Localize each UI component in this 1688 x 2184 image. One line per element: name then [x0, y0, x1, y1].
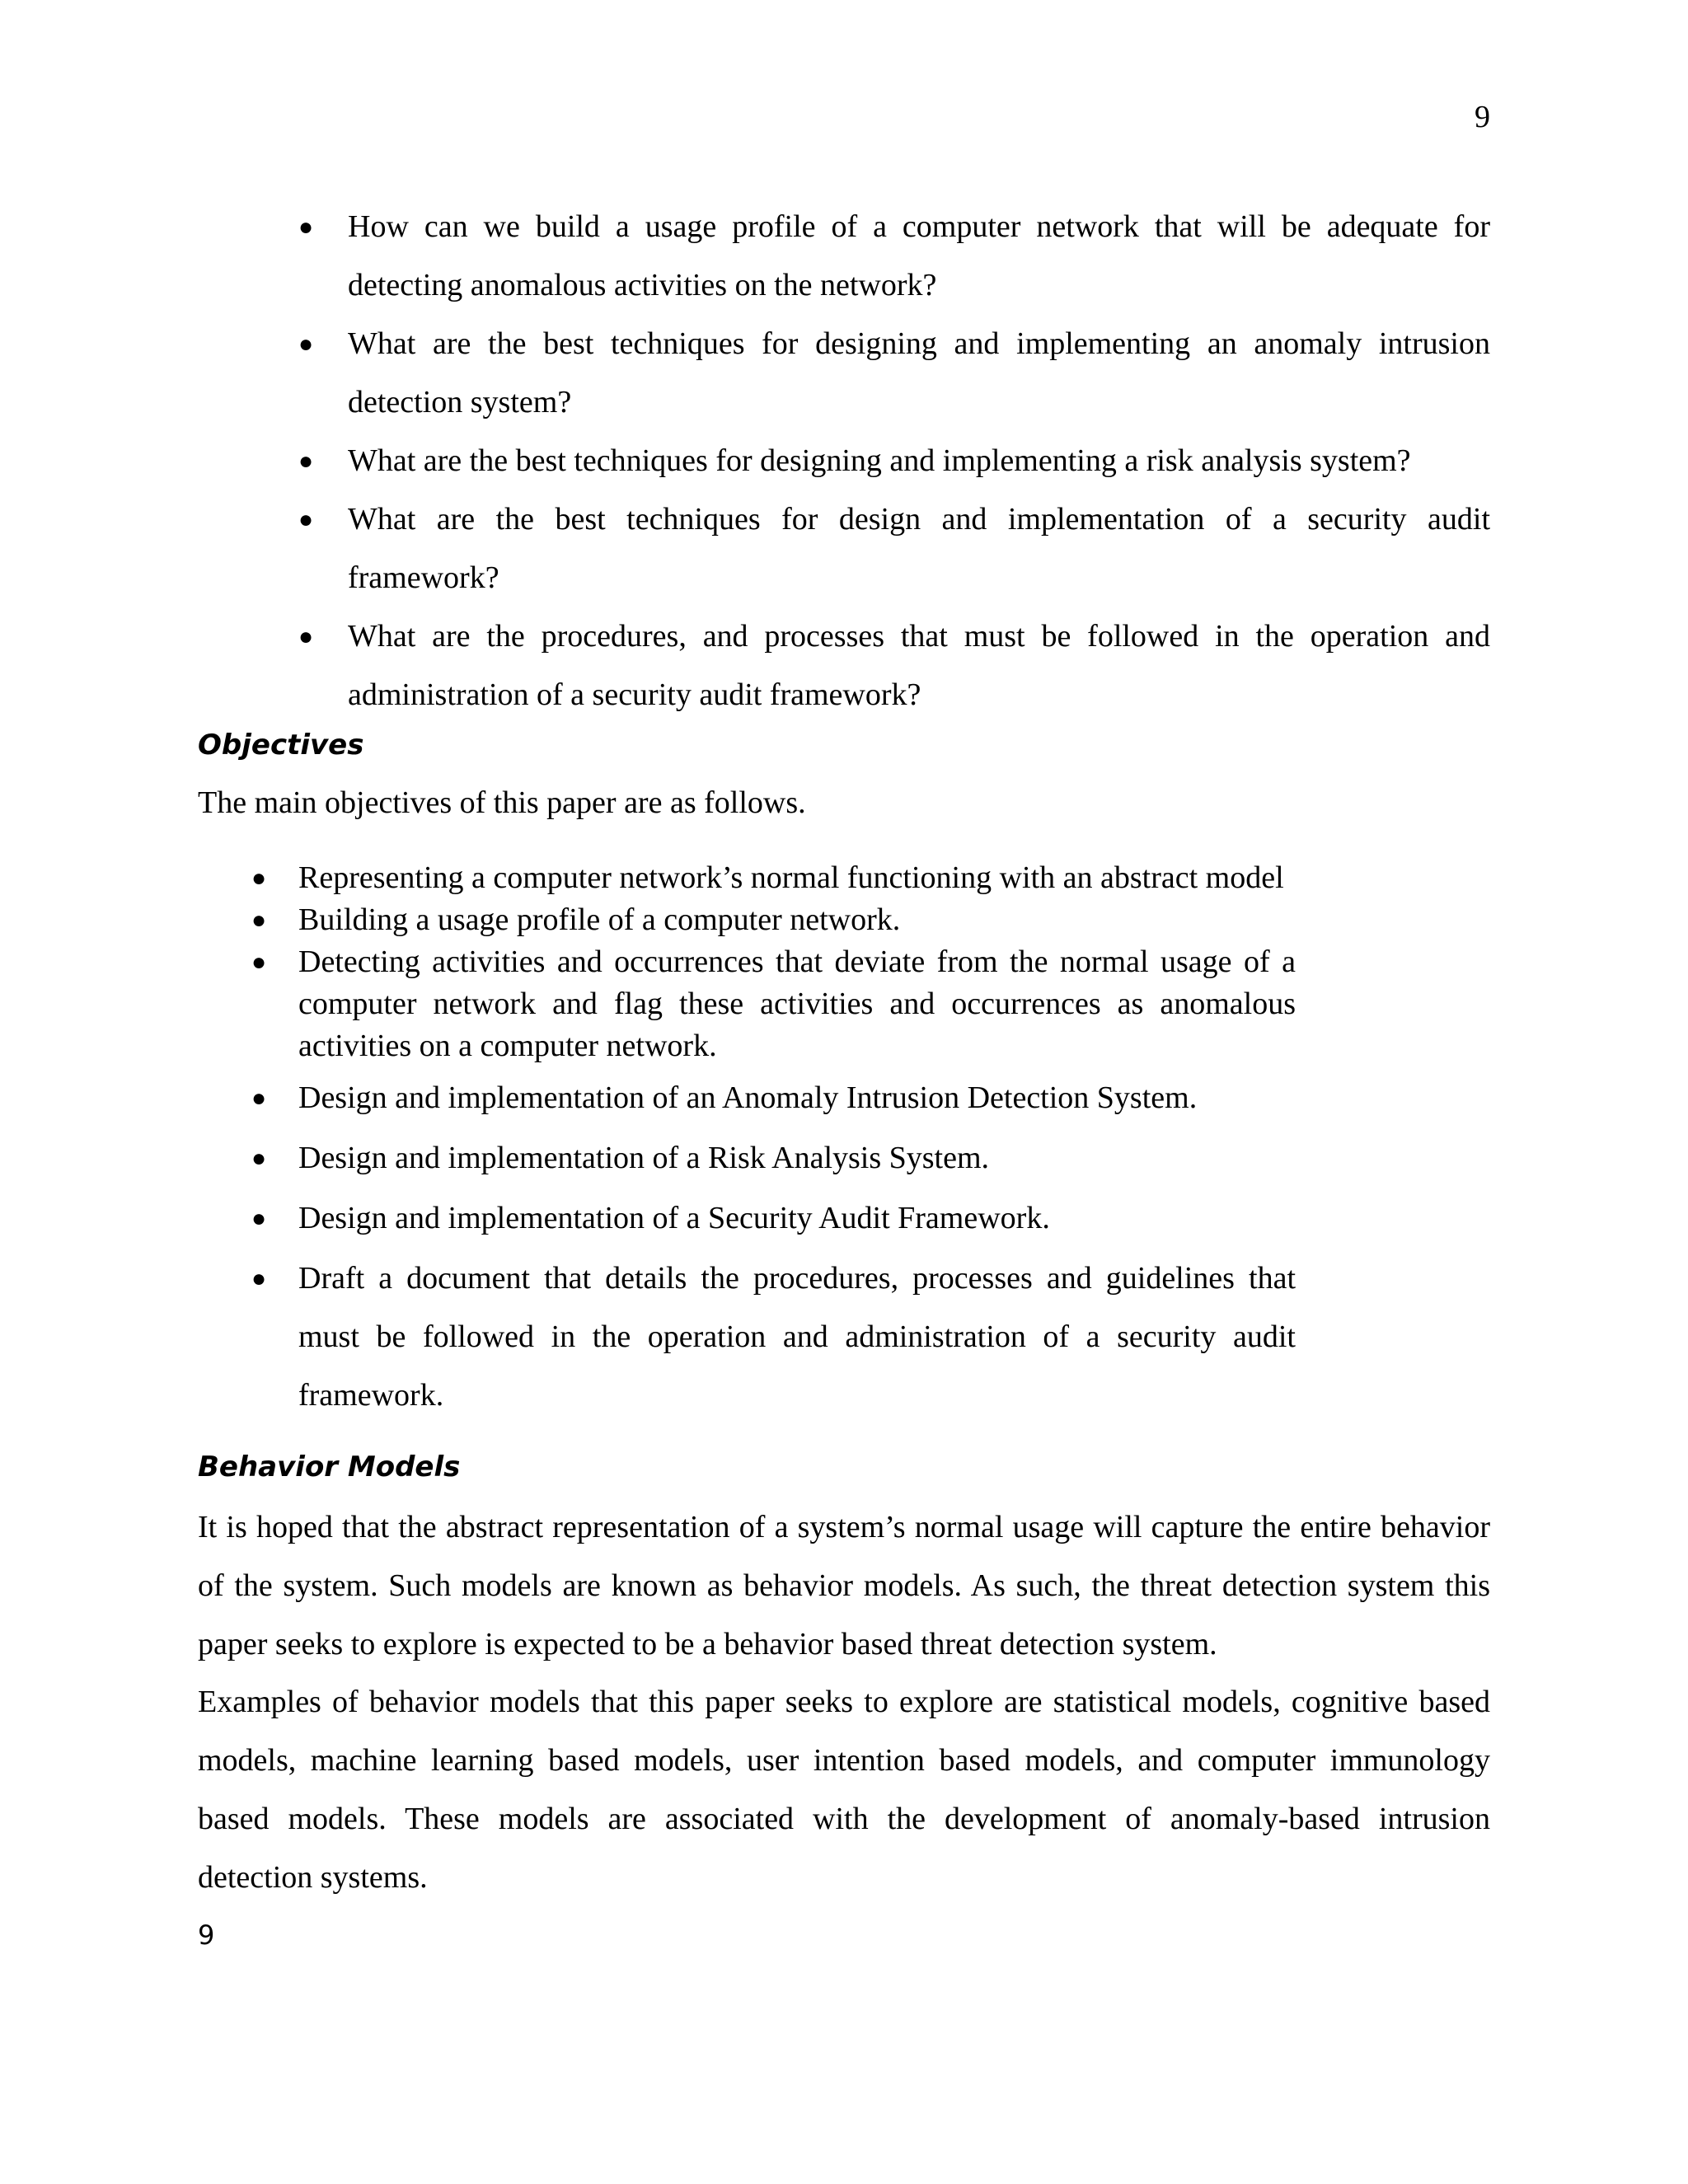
list-item — [251, 857, 1296, 899]
list-item — [251, 1069, 1296, 1127]
bullet-icon: ● — [251, 865, 267, 892]
research-question-text: What are the best techniques for design and implementation of a security audit framework? — [348, 502, 1490, 595]
bullet-icon: ● — [298, 623, 314, 650]
research-question-text: What are the best techniques for designing and implementing an anomaly intrusion detection system? — [348, 326, 1490, 419]
list-item — [298, 432, 1490, 490]
page-number-top: 9 — [1475, 100, 1490, 134]
bullet-icon: ● — [298, 506, 314, 533]
bullet-icon: ● — [298, 448, 314, 475]
research-questions-list — [298, 198, 1490, 724]
objective-text: Building a usage profile of a computer network. — [298, 902, 901, 937]
list-item — [298, 198, 1490, 315]
list-item — [298, 607, 1490, 724]
objectives-list — [251, 857, 1296, 1425]
objective-text: Draft a document that details the procedures, processes and guidelines that must be followed in the operation and administration of a security audit framework. — [298, 1261, 1296, 1413]
research-question-text: What are the best techniques for designing and implementing a risk analysis system? — [348, 443, 1411, 478]
objective-text: Representing a computer network’s normal functioning with an abstract model — [298, 860, 1284, 895]
objective-text: Design and implementation of a Risk Analysis System. — [298, 1141, 990, 1175]
objective-text: Design and implementation of a Security Audit Framework. — [298, 1201, 1050, 1235]
behavior-models-paragraph-2: Examples of behavior models that this paper seeks to explore are statistical models, cognitive based models, machine learning based models, user intention based models, and computer immunology based models. These models are associated with the development of anomaly-based intrusion detection systems. — [198, 1685, 1490, 1895]
research-question-text: How can we build a usage profile of a computer network that will be adequate for detecting anomalous activities on the network? — [348, 209, 1490, 302]
list-item — [251, 1249, 1296, 1425]
objectives-intro: The main objectives of this paper are as follows. — [198, 785, 806, 820]
objective-text: Detecting activities and occurrences that deviate from the normal usage of a computer network and flag these activities and occurrences as anomalous activities on a computer network. — [298, 944, 1296, 1063]
behavior-models-heading: Behavior Models — [198, 1451, 461, 1483]
objectives-heading: Objectives — [198, 729, 364, 762]
research-question-text: What are the procedures, and processes that must be followed in the operation and administration of a security audit framework? — [348, 619, 1490, 712]
list-item — [298, 490, 1490, 607]
list-item — [251, 1189, 1296, 1248]
bullet-icon: ● — [298, 213, 314, 241]
bullet-icon: ● — [251, 1145, 267, 1172]
behavior-models-paragraph-1: It is hoped that the abstract representation of a system’s normal usage will capture the entire behavior of the system. Such models are known as behavior models. As such, the threat detection system this paper seeks to explore is expected to be a behavior based threat detection system. — [198, 1510, 1490, 1661]
objective-text: Design and implementation of an Anomaly Intrusion Detection System. — [298, 1080, 1198, 1115]
bullet-icon: ● — [251, 907, 267, 934]
list-item — [251, 941, 1296, 1067]
bullet-icon: ● — [251, 949, 267, 976]
bullet-icon: ● — [251, 1265, 267, 1292]
bullet-icon: ● — [298, 330, 314, 358]
bullet-icon: ● — [251, 1205, 267, 1232]
bullet-icon: ● — [251, 1085, 267, 1112]
list-item — [251, 899, 1296, 941]
list-item — [298, 315, 1490, 432]
list-item — [251, 1129, 1296, 1188]
page-number-bottom: 9 — [198, 1919, 215, 1951]
